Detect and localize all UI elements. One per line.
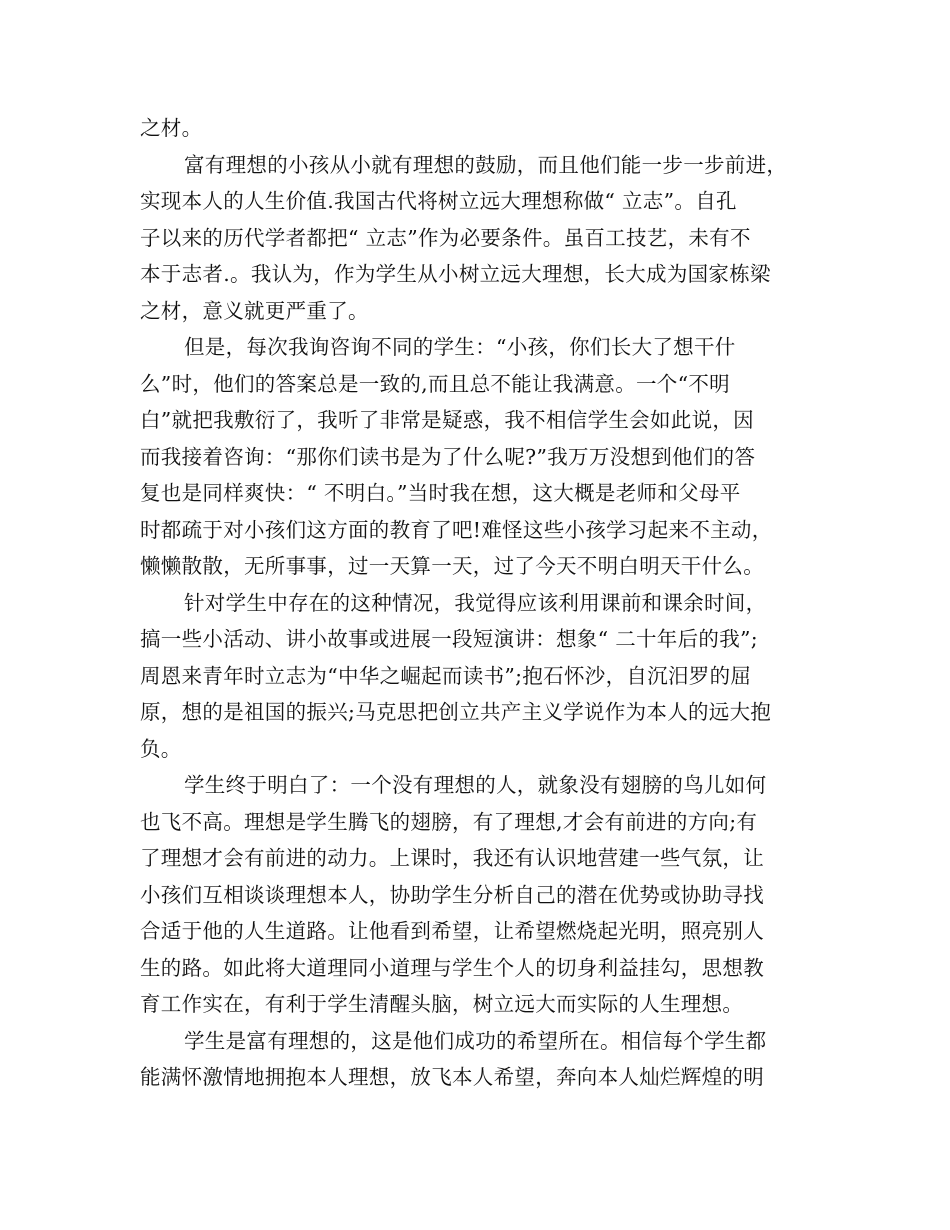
text-line: 之材，意义就更严重了。 bbox=[140, 298, 369, 323]
paragraph-6 bbox=[140, 1023, 800, 1096]
text-line: 周恩来青年时立志为“中华之崛起而读书”;抱石怀沙，自沉汨罗的屈 bbox=[140, 663, 752, 688]
text-line: 也飞不高。理想是学生腾飞的翅膀，有了理想,才会有前进的方向;有 bbox=[140, 809, 758, 834]
text-line: 针对学生中存在的这种情况，我觉得应该利用课前和课余时间， bbox=[184, 590, 767, 615]
text-line: 而我接着咨询：“那你们读书是为了什么呢?”我万万没想到他们的答 bbox=[140, 444, 756, 469]
paragraph-4 bbox=[140, 585, 800, 768]
text-line: 之材。 bbox=[140, 116, 203, 140]
paragraph-3 bbox=[140, 329, 800, 585]
text-line: 么”时，他们的答案总是一致的,而且总不能让我满意。一个“不明 bbox=[140, 371, 730, 396]
text-line: 但是，每次我询咨询不同的学生：“小孩，你们长大了想干什 bbox=[184, 335, 736, 359]
text-line: 时都疏于对小孩们这方面的教育了吧!难怪这些小孩学习起来不主动， bbox=[140, 517, 773, 542]
text-line: 实现本人的人生价值.我国古代将树立远大理想称做“ 立志”。自孔 bbox=[140, 189, 737, 213]
text-line: 子以来的历代学者都把“ 立志”作为必要条件。虽百工技艺，未有不 bbox=[140, 225, 751, 250]
text-line: 学生终于明白了：一个没有理想的人，就象没有翅膀的鸟儿如何 bbox=[184, 773, 767, 797]
text-line: 富有理想的小孩从小就有理想的鼓励，而且他们能一步一步前进， bbox=[184, 152, 788, 177]
text-line: 白”就把我敷衍了，我听了非常是疑惑，我不相信学生会如此说，因 bbox=[140, 408, 754, 432]
text-line: 合适于他的人生道路。让他看到希望，让希望燃烧起光明，照亮别人 bbox=[140, 919, 764, 943]
text-line: 小孩们互相谈谈理想本人，协助学生分析自己的潜在优势或协助寻找 bbox=[140, 882, 764, 907]
text-line: 本于志者.。我认为，作为学生从小树立远大理想，长大成为国家栋梁 bbox=[140, 262, 771, 286]
text-line: 复也是同样爽快：“ 不明白。”当时我在想，这大概是老师和父母平 bbox=[140, 481, 741, 505]
document-page bbox=[140, 110, 800, 1096]
paragraph-5 bbox=[140, 767, 800, 1023]
text-line: 原，想的是祖国的振兴;马克思把创立共产主义学说作为本人的远大抱 bbox=[140, 700, 772, 724]
text-line: 学生是富有理想的，这是他们成功的希望所在。相信每个学生都 bbox=[184, 1028, 767, 1053]
paragraph-1 bbox=[140, 110, 800, 147]
text-line: 搞一些小活动、讲小故事或进展一段短演讲：想象“ 二十年后的我”; bbox=[140, 627, 758, 651]
text-line: 能满怀激情地拥抱本人理想，放飞本人希望，奔向本人灿烂辉煌的明 bbox=[140, 1065, 764, 1089]
text-line: 育工作实在，有利于学生清醒头脑，树立远大而实际的人生理想。 bbox=[140, 992, 744, 1016]
text-line: 生的路。如此将大道理同小道理与学生个人的切身利益挂勾，思想教 bbox=[140, 955, 764, 980]
text-line: 负。 bbox=[140, 736, 182, 761]
text-line: 了理想才会有前进的动力。上课时，我还有认识地营建一些气氛，让 bbox=[140, 846, 764, 870]
paragraph-2 bbox=[140, 147, 800, 330]
text-line: 懒懒散散，无所事事，过一天算一天，过了今天不明白明天干什么。 bbox=[140, 554, 764, 578]
